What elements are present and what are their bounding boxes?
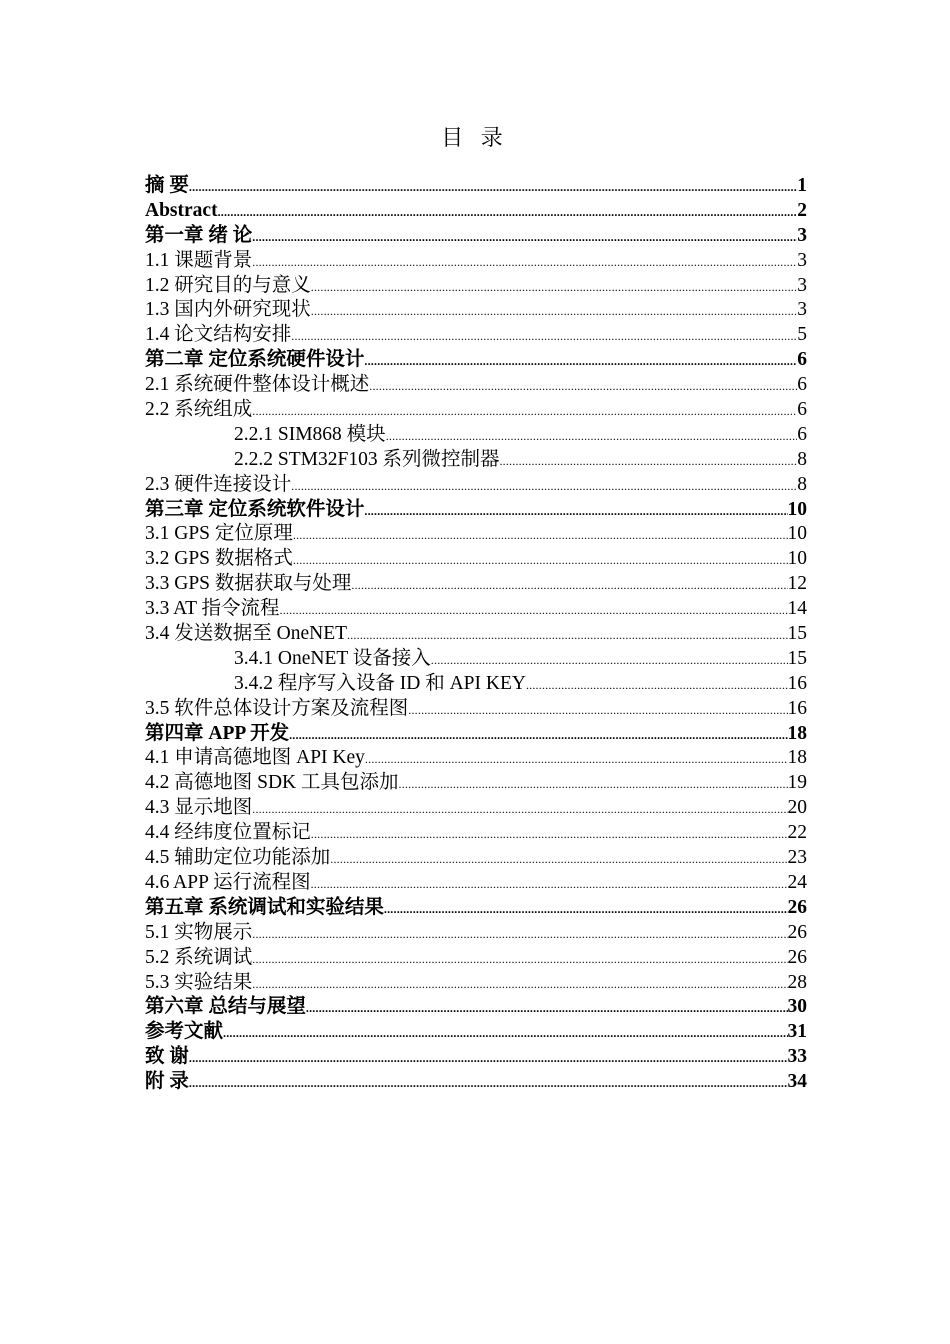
toc-entry[interactable] bbox=[145, 672, 807, 697]
toc-leader-dots bbox=[189, 1071, 788, 1096]
toc-entry-label: 1.2 研究目的与意义 bbox=[145, 274, 311, 296]
toc-leader-dots bbox=[291, 474, 797, 499]
toc-entry-page-number: 30 bbox=[787, 996, 807, 1018]
toc-entry-page-number: 5 bbox=[797, 324, 807, 346]
toc-entry[interactable] bbox=[145, 1045, 807, 1070]
toc-entry-page-number: 20 bbox=[787, 797, 807, 819]
toc-entry[interactable] bbox=[145, 323, 807, 348]
toc-entry-label: 3.2 GPS 数据格式 bbox=[145, 548, 293, 570]
toc-leader-dots bbox=[369, 374, 797, 399]
toc-entry-page-number: 10 bbox=[787, 498, 807, 520]
toc-entry-label: 4.4 经纬度位置标记 bbox=[145, 822, 311, 844]
toc-entry[interactable] bbox=[145, 249, 807, 274]
toc-entry-label: 致 谢 bbox=[145, 1046, 189, 1068]
toc-entry-label: 2.3 硬件连接设计 bbox=[145, 473, 292, 495]
toc-leader-dots bbox=[351, 573, 787, 598]
toc-entry[interactable] bbox=[145, 995, 807, 1020]
toc-entry-label: 第一章 绪 论 bbox=[145, 224, 253, 246]
toc-entry[interactable] bbox=[145, 423, 807, 448]
toc-entry-label: 1.1 课题背景 bbox=[145, 249, 253, 271]
toc-entry-label: 4.6 APP 运行流程图 bbox=[145, 871, 311, 893]
toc-entry-label: 2.2.1 SIM868 模块 bbox=[234, 423, 386, 445]
toc-entry-label: Abstract bbox=[145, 199, 218, 221]
toc-entry[interactable] bbox=[145, 199, 807, 224]
toc-entry-page-number: 19 bbox=[787, 772, 807, 794]
toc-entry-label: 第六章 总结与展望 bbox=[145, 996, 306, 1018]
toc-entry-label: 3.5 软件总体设计方案及流程图 bbox=[145, 697, 409, 719]
toc-entry-label: 3.4 发送数据至 OneNET bbox=[145, 623, 348, 645]
toc-leader-dots bbox=[280, 598, 788, 623]
toc-entry-label: 第四章 APP 开发 bbox=[145, 722, 290, 744]
toc-entry-page-number: 6 bbox=[797, 423, 807, 445]
toc-entry-page-number: 15 bbox=[787, 647, 807, 669]
toc-entry[interactable] bbox=[145, 796, 807, 821]
toc-entry-label: 4.3 显示地图 bbox=[145, 797, 253, 819]
toc-entry[interactable] bbox=[145, 547, 807, 572]
toc-entry[interactable] bbox=[145, 224, 807, 249]
toc-entry[interactable] bbox=[145, 498, 807, 523]
toc-entry[interactable] bbox=[145, 398, 807, 423]
toc-entry-page-number: 16 bbox=[787, 697, 807, 719]
toc-entry-label: 1.4 论文结构安排 bbox=[145, 324, 292, 346]
toc-entry[interactable] bbox=[145, 771, 807, 796]
toc-entry-page-number: 3 bbox=[797, 274, 807, 296]
toc-entry-page-number: 12 bbox=[787, 573, 807, 595]
toc-leader-dots bbox=[189, 1046, 788, 1071]
toc-entry-page-number: 26 bbox=[787, 946, 807, 968]
toc-leader-dots bbox=[252, 797, 787, 822]
toc-entry[interactable] bbox=[145, 1070, 807, 1095]
toc-entry-page-number: 34 bbox=[787, 1071, 807, 1093]
toc-entry-label: 3.3 AT 指令流程 bbox=[145, 598, 280, 620]
toc-entry-page-number: 18 bbox=[787, 722, 807, 744]
table-of-contents bbox=[145, 174, 807, 1095]
toc-leader-dots bbox=[252, 225, 797, 250]
page-title: 目 录 bbox=[441, 125, 509, 150]
toc-entry-label: 5.3 实验结果 bbox=[145, 971, 253, 993]
toc-entry-page-number: 16 bbox=[787, 672, 807, 694]
toc-entry-label: 3.1 GPS 定位原理 bbox=[145, 523, 293, 545]
toc-leader-dots bbox=[252, 922, 787, 947]
toc-entry-label: 参考文献 bbox=[145, 1021, 224, 1043]
toc-entry-page-number: 22 bbox=[787, 822, 807, 844]
toc-entry[interactable] bbox=[145, 821, 807, 846]
toc-leader-dots bbox=[311, 872, 788, 897]
toc-entry-label: 5.2 系统调试 bbox=[145, 946, 253, 968]
toc-leader-dots bbox=[189, 175, 797, 200]
toc-leader-dots bbox=[311, 299, 797, 324]
toc-entry-page-number: 33 bbox=[787, 1046, 807, 1068]
toc-entry[interactable] bbox=[145, 896, 807, 921]
toc-entry[interactable] bbox=[145, 274, 807, 299]
toc-entry-label: 第五章 系统调试和实验结果 bbox=[145, 896, 384, 918]
toc-entry[interactable] bbox=[145, 298, 807, 323]
toc-entry-label: 2.2 系统组成 bbox=[145, 399, 253, 421]
toc-entry-page-number: 26 bbox=[787, 921, 807, 943]
toc-entry-page-number: 15 bbox=[787, 623, 807, 645]
toc-entry-page-number: 23 bbox=[787, 847, 807, 869]
toc-leader-dots bbox=[306, 996, 788, 1021]
toc-leader-dots bbox=[252, 972, 787, 997]
toc-entry[interactable] bbox=[145, 622, 807, 647]
toc-entry-label: 1.3 国内外研究现状 bbox=[145, 299, 311, 321]
toc-entry[interactable] bbox=[145, 448, 807, 473]
toc-entry-page-number: 6 bbox=[797, 349, 807, 371]
toc-entry[interactable] bbox=[145, 348, 807, 373]
toc-entry[interactable] bbox=[145, 373, 807, 398]
toc-entry[interactable] bbox=[145, 971, 807, 996]
toc-entry[interactable] bbox=[145, 522, 807, 547]
toc-leader-dots bbox=[431, 648, 788, 673]
toc-entry-label: 4.2 高德地图 SDK 工具包添加 bbox=[145, 772, 399, 794]
toc-leader-dots bbox=[386, 424, 798, 449]
toc-leader-dots bbox=[223, 1021, 787, 1046]
toc-entry[interactable] bbox=[145, 946, 807, 971]
toc-entry[interactable] bbox=[145, 697, 807, 722]
toc-leader-dots bbox=[526, 673, 788, 698]
toc-leader-dots bbox=[365, 747, 788, 772]
toc-leader-dots bbox=[347, 623, 787, 648]
toc-entry-page-number: 28 bbox=[787, 971, 807, 993]
toc-leader-dots bbox=[291, 324, 797, 349]
toc-entry[interactable] bbox=[145, 1020, 807, 1045]
toc-leader-dots bbox=[293, 523, 788, 548]
toc-entry-label: 附 录 bbox=[145, 1071, 189, 1093]
toc-entry[interactable] bbox=[145, 174, 807, 199]
toc-entry[interactable] bbox=[145, 597, 807, 622]
toc-entry-page-number: 8 bbox=[797, 473, 807, 495]
toc-leader-dots bbox=[330, 847, 787, 872]
toc-entry-label: 第二章 定位系统硬件设计 bbox=[145, 349, 365, 371]
toc-entry-page-number: 6 bbox=[797, 399, 807, 421]
toc-leader-dots bbox=[408, 698, 787, 723]
toc-leader-dots bbox=[311, 822, 788, 847]
toc-entry-page-number: 8 bbox=[797, 448, 807, 470]
toc-entry-page-number: 14 bbox=[787, 598, 807, 620]
toc-entry-page-number: 26 bbox=[787, 896, 807, 918]
toc-leader-dots bbox=[252, 399, 797, 424]
toc-entry[interactable] bbox=[145, 746, 807, 771]
toc-leader-dots bbox=[364, 499, 787, 524]
toc-entry-page-number: 2 bbox=[797, 199, 807, 221]
toc-entry-page-number: 3 bbox=[797, 299, 807, 321]
toc-entry[interactable] bbox=[145, 647, 807, 672]
toc-entry-label: 5.1 实物展示 bbox=[145, 921, 253, 943]
toc-leader-dots bbox=[252, 947, 787, 972]
toc-entry[interactable] bbox=[145, 921, 807, 946]
toc-entry-page-number: 10 bbox=[787, 548, 807, 570]
toc-leader-dots bbox=[384, 897, 788, 922]
toc-leader-dots bbox=[499, 449, 797, 474]
toc-entry-page-number: 10 bbox=[787, 523, 807, 545]
toc-entry-page-number: 3 bbox=[797, 249, 807, 271]
toc-entry-page-number: 1 bbox=[797, 175, 807, 196]
toc-entry-label: 4.5 辅助定位功能添加 bbox=[145, 847, 331, 869]
toc-entry-label: 3.4.1 OneNET 设备接入 bbox=[234, 647, 431, 669]
toc-leader-dots bbox=[218, 200, 798, 225]
toc-entry-label: 4.1 申请高德地图 API Key bbox=[145, 747, 365, 769]
toc-leader-dots bbox=[252, 250, 797, 275]
toc-entry-label: 摘 要 bbox=[145, 175, 189, 196]
toc-entry-label: 3.4.2 程序写入设备 ID 和 API KEY bbox=[234, 672, 526, 694]
toc-entry-page-number: 6 bbox=[797, 374, 807, 396]
toc-leader-dots bbox=[364, 349, 797, 374]
toc-entry-label: 第三章 定位系统软件设计 bbox=[145, 498, 365, 520]
toc-entry-label: 2.1 系统硬件整体设计概述 bbox=[145, 374, 370, 396]
toc-entry-page-number: 31 bbox=[787, 1021, 807, 1043]
toc-leader-dots bbox=[293, 548, 788, 573]
toc-entry[interactable] bbox=[145, 572, 807, 597]
toc-entry[interactable] bbox=[145, 473, 807, 498]
toc-entry[interactable] bbox=[145, 722, 807, 747]
toc-leader-dots bbox=[399, 772, 788, 797]
toc-entry[interactable] bbox=[145, 871, 807, 896]
toc-entry-label: 3.3 GPS 数据获取与处理 bbox=[145, 573, 352, 595]
toc-entry-page-number: 18 bbox=[787, 747, 807, 769]
toc-leader-dots bbox=[289, 723, 787, 748]
toc-entry-page-number: 24 bbox=[787, 871, 807, 893]
toc-entry-page-number: 3 bbox=[797, 224, 807, 246]
toc-leader-dots bbox=[311, 275, 797, 300]
toc-entry-label: 2.2.2 STM32F103 系列微控制器 bbox=[234, 448, 500, 470]
toc-entry[interactable] bbox=[145, 846, 807, 871]
